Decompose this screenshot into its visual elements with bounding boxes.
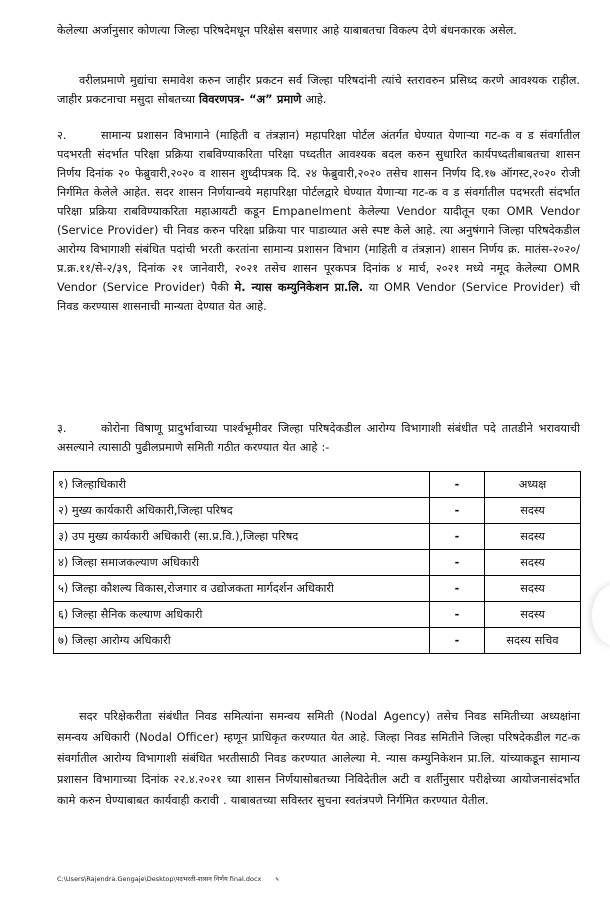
committee-member-role: सदस्य [485, 576, 581, 602]
annexure-reference: विवरणपत्र- “अ” प्रमाणे [199, 93, 302, 106]
paragraph-nodal-agency [57, 706, 580, 811]
committee-member-name: ७) जिल्हा आरोग्य अधिकारी [54, 628, 430, 654]
committee-member-role: सदस्य [485, 498, 581, 524]
paragraph-text: कोरोना विषाणू प्रादुर्भावाच्या पार्श्वभूमीवर जिल्हा परिषदेकडील आरोग्य विभागाशी संबंधीत पदे तातडीने भरावयाची असल्याने त्यासाठी पुढीलप्रमाणे समिती गठीत करण्यात येत आहे :- [57, 422, 580, 454]
paragraph-3-committee-intro [57, 419, 580, 457]
committee-member-role: सदस्य सचिव [485, 628, 581, 654]
committee-member-role: अध्यक्ष [485, 472, 581, 498]
committee-row [54, 524, 581, 550]
committee-row [54, 602, 581, 628]
paragraph-text: वरीलप्रमाणे मुद्यांचा समावेश करुन जाहीर प्रकटन सर्व जिल्हा परिषदांनी त्यांचे स्तरावरुन प्रसिध्द करणे आवश्यक राहील. जाहीर प्रकटनाचा मसुदा सोबतच्या [57, 74, 580, 106]
document-footer [57, 874, 279, 883]
paragraph-text: सदर परिक्षेकरीता संबंधीत निवड समित्यांना समन्वय समिती (Nodal Agency) तसेच निवड समितीच्या अध्यक्षांना समन्वय अधिकारी (Nodal Officer) म्हणून प्राधिकृत करण्यात येत आहे. जिल्हा निवड समितीने जिल्हा परिषदेकडील गट-क संवर्गातील आरोग्य विभागाशी संबंधित भरतीसाठी निवड करण्यात आलेल्या मे. न्यास कम्युनिकेशन प्रा.लि. यांच्याकडून सामान्य प्रशासन विभागाच्या दिनांक २२.४.२०२१ च्या शासन निर्णयासोबतच्या निविदेतील अटी व शर्तीनुसार परीक्षेच्या आयोजनासंदर्भात कामे करुन घेण्याबाबत कार्यवाही करावी . याबाबतच्या सविस्तर सुचना स्वतंत्रपणे निर्गमित करण्यात येतील. [57, 710, 580, 807]
committee-member-name: २) मुख्य कार्यकारी अधिकारी,जिल्हा परिषद [54, 498, 430, 524]
committee-member-name: ५) जिल्हा कौशल्य विकास,रोजगार व उद्योजकता मार्गदर्शन अधिकारी [54, 576, 430, 602]
file-path: C:\Users\Rajendra.Gengaje\Desktop\पदभरती-शासन निर्णय final.docx [57, 875, 262, 883]
committee-row [54, 472, 581, 498]
committee-separator: - [430, 498, 485, 524]
committee-member-role: सदस्य [485, 524, 581, 550]
committee-member-role: सदस्य [485, 550, 581, 576]
committee-separator: - [430, 472, 485, 498]
committee-row [54, 628, 581, 654]
paragraph-text: केलेल्या अर्जानुसार कोणत्या जिल्हा परिषदेमधून परिक्षेस बसणार आहे याबाबतचा विकल्प देणे बंधनकारक असेल. [57, 24, 517, 37]
vendor-name: मे. न्यास कम्युनिकेशन प्रा.लि. [234, 281, 364, 294]
committee-row [54, 498, 581, 524]
committee-member-name: ६) जिल्हा सैनिक कल्याण अधिकारी [54, 602, 430, 628]
committee-table [53, 471, 581, 654]
paragraph-application-choice [57, 21, 580, 40]
committee-row [54, 550, 581, 576]
committee-separator: - [430, 576, 485, 602]
paragraph-number: ३. [57, 422, 67, 435]
paragraph-text-end: या OMR Vendor (Service Provider) ची निवड करण्यास शासनाची मान्यता देण्यात येत आहे. [57, 281, 580, 313]
committee-member-role: सदस्य [485, 602, 581, 628]
committee-separator: - [430, 602, 485, 628]
committee-member-name: ३) उप मुख्य कार्यकारी अधिकारी (सा.प्र.वि.),जिल्हा परिषद [54, 524, 430, 550]
paragraph-2-omr-vendor [57, 126, 580, 316]
committee-separator: - [430, 550, 485, 576]
paragraph-text: सामान्य प्रशासन विभागाने (माहिती व तंत्रज्ञान) महापरिक्षा पोर्टल अंतर्गत घेण्यात येणाऱ्या गट-क व ड संवर्गातील पदभरती संदर्भात परिक्षा प्रक्रिया राबविण्याकरिता परिक्षा पध्दतीत आवश्यक बदल करुन सुधारित कार्यपध्दतीबाबतचा शासन निर्णय दिनांक २० फेब्रुवारी,२०२० व शासन शुध्दीपत्रक दि. २४ फेब्रुवारी,२०२० तसेच शासन निर्णय दि.१७ ऑगस्ट,२०२० रोजी निर्गमित केलेले आहेत. सदर शासन निर्णयान्वये महापरिक्षा पोर्टलद्वारे घेण्यात येणाऱ्या गट-क व ड संवर्गातील पदभरती संदर्भात परिक्षा प्रक्रिया राबविण्याकरिता महाआयटी कडून Empanelment केलेल्या Vendor यादीतून एका OMR Vendor (Service Provider) ची निवड करुन परिक्षा प्रक्रिया पार पाडाव्यात असे स्पष्ट केले आहे. त्या अनुषंगाने जिल्हा परिषदेकडील आरोग्य विभागाशी संबंधित पदांची भरती करतांना सामान्य प्रशासन विभाग (माहिती व तंत्रज्ञान) शासन निर्णय क्र. मातंस-२०२०/प्र.क्र.११/से-२/३९, दिनांक २१ जानेवारी, २०२१ तसेच शासन पूरकपत्र दिनांक ४ मार्च, २०२१ मध्ये नमूद केलेल्या OMR Vendor (Service Provider) पैकी [57, 129, 580, 294]
paragraph-text-end: आहे. [301, 93, 327, 106]
committee-member-name: ४) जिल्हा समाजकल्याण अधिकारी [54, 550, 430, 576]
paragraph-number: २. [57, 129, 67, 142]
paragraph-public-notice [57, 71, 580, 109]
committee-separator: - [430, 628, 485, 654]
committee-row [54, 576, 581, 602]
scroll-edge-indicator [592, 585, 610, 645]
page-number: ५ [275, 875, 279, 883]
committee-separator: - [430, 524, 485, 550]
committee-member-name: १) जिल्हाधिकारी [54, 472, 430, 498]
